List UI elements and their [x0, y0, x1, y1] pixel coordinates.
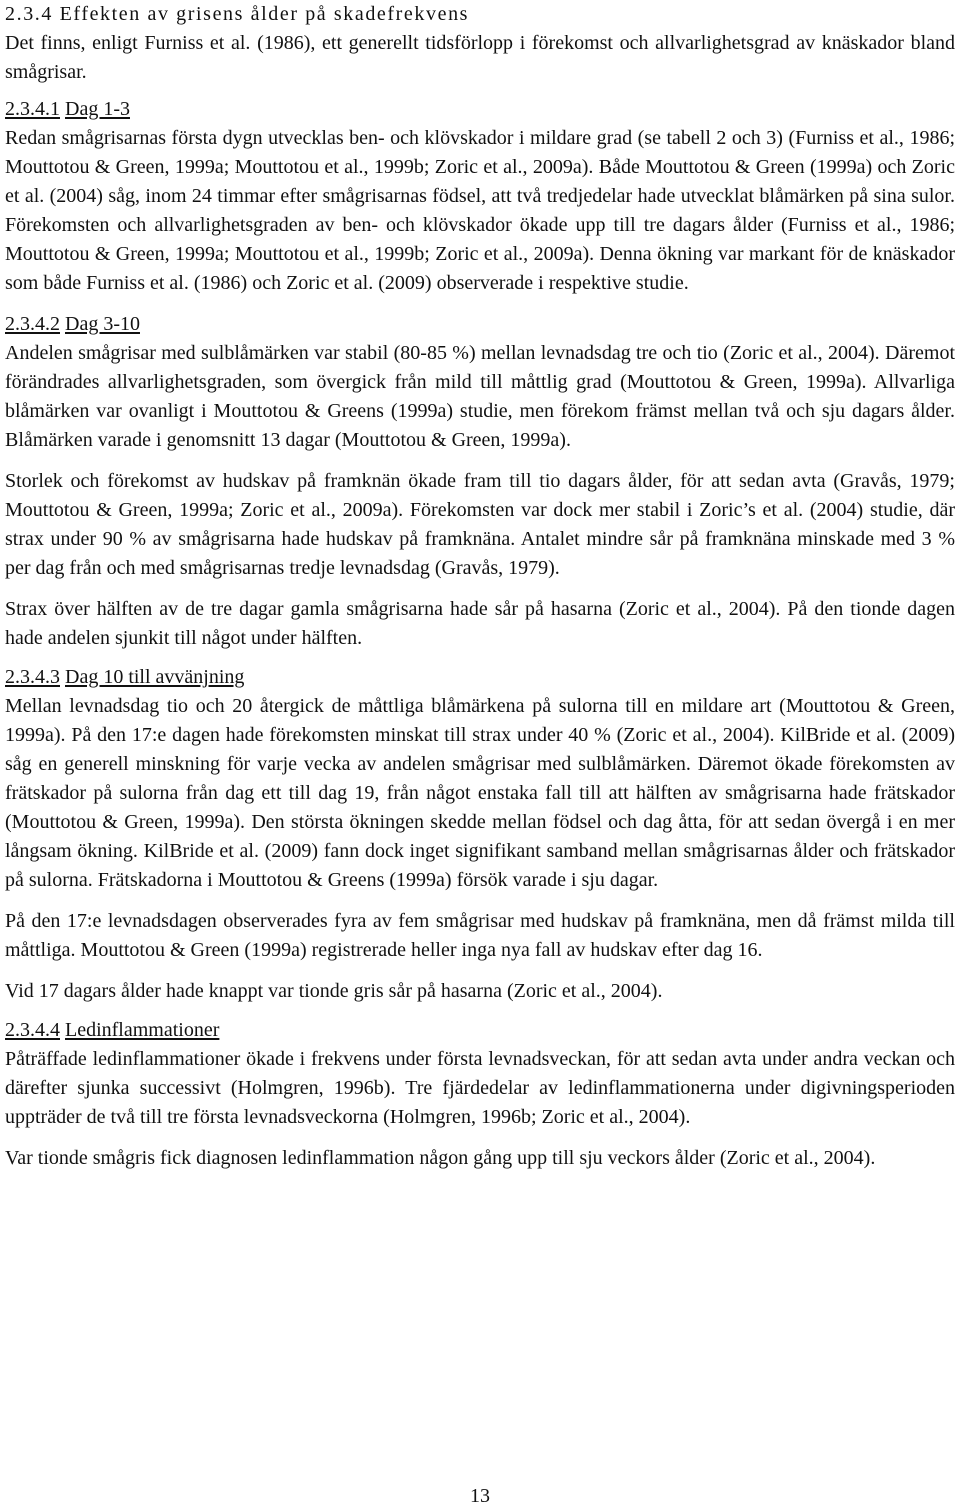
- paragraph: Vid 17 dagars ålder hade knappt var tionde gris sår på hasarna (Zoric et al., 2004).: [5, 980, 663, 1002]
- subsection-heading-number: 2.3.4.3: [5, 666, 60, 688]
- subsection-heading-title: Ledinflammationer: [65, 1019, 220, 1041]
- paragraph: Strax över hälften av de tre dagar gamla smågrisarna hade sår på hasarna (Zoric et al., 2004). På den tionde dagen hade andelen sjunkit till något under hälften.: [5, 598, 955, 649]
- subsection-heading-title: Dag 3-10: [65, 313, 140, 335]
- section-intro: Det finns, enligt Furniss et al. (1986), ett generellt tidsförlopp i förekomst och allvarlighetsgrad av knäskador bland smågrisar.: [5, 32, 955, 83]
- subsection-heading: [5, 1016, 955, 1045]
- page-number: 13: [470, 1485, 490, 1507]
- paragraph: Var tionde smågris fick diagnosen ledinflammation någon gång upp till sju veckors ålder (Zoric et al., 2004).: [5, 1147, 876, 1169]
- section-heading: 2.3.4 Effekten av grisens ålder på skadefrekvens: [5, 3, 470, 25]
- subsection-heading: [5, 663, 955, 692]
- subsection-day-3-10: [5, 310, 955, 653]
- subsection-heading-title: Dag 1-3: [65, 98, 130, 120]
- subsection-heading-number: 2.3.4.2: [5, 313, 60, 335]
- subsection-joint-inflammations: [5, 1016, 955, 1173]
- paragraph: Redan smågrisarnas första dygn utvecklas ben- och klövskador i mildare grad (se tabell 2 och 3) (Furniss et al., 1986; Mouttotou & Green, 1999a; Mouttotou et al., 1999b; Zoric et al., 2009a). Både Mouttotou & Green (1999a) och Zoric et al. (2004) såg, inom 24 timmar efter smågrisarnas födsel, att två tredjedelar hade utvecklat blåmärken på sina sulor. Förekomsten och allvarlighetsgraden av ben- och klövskador ökade upp till tre dagars ålder (Furniss et al., 1986; Mouttotou & Green, 1999a; Mouttotou et al., 1999b; Zoric et al., 2009a). Denna ökning var markant för de knäskador som både Furniss et al. (1986) och Zoric et al. (2009) observerade i respektive studie.: [5, 127, 955, 294]
- subsection-day-1-3: [5, 95, 955, 298]
- subsection-heading: [5, 310, 955, 339]
- document-page: [5, 0, 955, 1173]
- paragraph: Storlek och förekomst av hudskav på framknän ökade fram till tio dagars ålder, för att sedan avta (Gravås, 1979; Mouttotou & Green, 1999a; Zoric et al., 2009a). Förekomsten var dock mer stabil i Zoric’s et al. (2004) studie, där strax under 90 % av smågrisarna hade hudskav på framknäna. Antalet mindre sår på framknäna minskade med 3 % per dag från och med smågrisarnas tredje levnadsdag (Gravås, 1979).: [5, 470, 955, 579]
- paragraph: Påträffade ledinflammationer ökade i frekvens under första levnadsveckan, för att sedan avta under andra veckan och därefter sjunka successivt (Holmgren, 1996b). Tre fjärdedelar av ledinflammationerna under digivningsperioden uppträder de två till tre första levnadsveckorna (Holmgren, 1996b; Zoric et al., 2004).: [5, 1048, 955, 1128]
- subsection-heading: [5, 95, 955, 124]
- subsection-day-10-weaning: [5, 663, 955, 1006]
- subsection-heading-title: Dag 10 till avvänjning: [65, 666, 245, 688]
- subsection-heading-number: 2.3.4.4: [5, 1019, 60, 1041]
- paragraph: Mellan levnadsdag tio och 20 återgick de måttliga blåmärkena på sulorna till en mildare art (Mouttotou & Green, 1999a). På den 17:e dagen hade förekomsten minskat till strax under 40 % (Zoric et al., 2004). KilBride et al. (2009) såg en generell minskning för varje vecka av andelen smågrisar med sulblåmärken. Däremot ökade förekomsten av frätskador på sulorna från dag ett till dag 19, från något enstaka fall till att hälften av smågrisarna hade frätskador (Mouttotou & Green, 1999a). Den största ökningen skedde mellan födsel och dag åtta, för att sedan övergå i en mer långsam ökning. KilBride et al. (2009) fann dock inget signifikant samband mellan smågrisarnas ålder och frätskador på sulorna. Frätskadorna i Mouttotou & Greens (1999a) försök varade i sju dagar.: [5, 695, 955, 891]
- paragraph: På den 17:e levnadsdagen observerades fyra av fem smågrisar med hudskav på framknäna, men då främst milda till måttliga. Mouttotou & Green (1999a) registrerade heller inga nya fall av hudskav efter dag 16.: [5, 910, 955, 961]
- paragraph: Andelen smågrisar med sulblåmärken var stabil (80-85 %) mellan levnadsdag tre och tio (Zoric et al., 2004). Däremot förändrades allvarlighetsgraden, som övergick från mild till måttlig grad (Mouttotou & Green, 1999a). Allvarliga blåmärken var ovanligt i Mouttotou & Greens (1999a) studie, men förekom främst mellan två och sju dagars ålder. Blåmärken varade i genomsnitt 13 dagar (Mouttotou & Green, 1999a).: [5, 342, 955, 451]
- subsection-heading-number: 2.3.4.1: [5, 98, 60, 120]
